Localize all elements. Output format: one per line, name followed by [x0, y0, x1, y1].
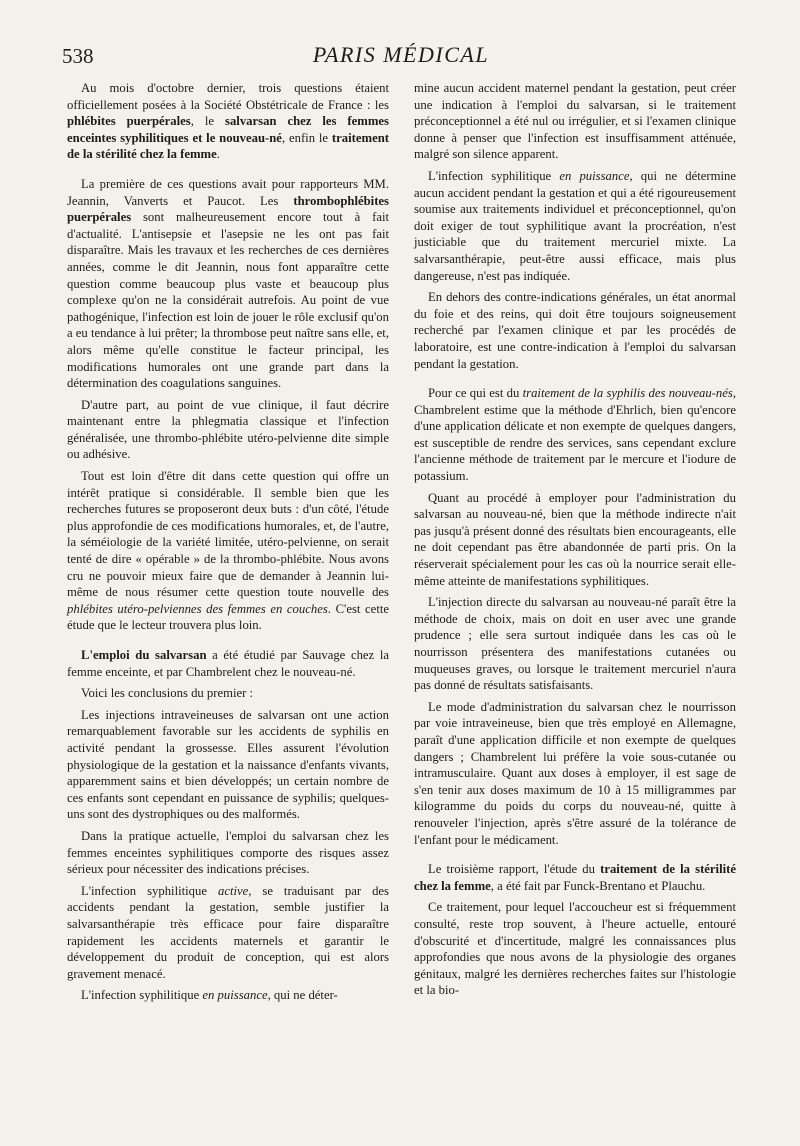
paragraph: L'infection syphilitique active, se traduisant par des accidents pendant la gestation, semble justifier la salvarsanthérapie très efficace pour faire disparaître rapidement les accidents maternels et garantir le développement du produit de conception, qui est alors gravement menacé.	[67, 883, 389, 981]
paragraph: L'injection directe du salvarsan au nouveau-né paraît être la méthode de choix, mais on doit en user avec une grande prudence ; elle sera surtout indiquée dans les cas où le nourrisson présentera des manifestations cutanées ou muqueuses graves, ou lorsque le traitement mercuriel n'aura pas donné de résultats satisfaisants.	[414, 595, 736, 693]
paragraph: Ce traitement, pour lequel l'accoucheur est si fréquemment consulté, reste trop souvent, à l'heure actuelle, entouré d'obscurité et d'incertitude, malgré les connaissances plus approfondies que nous avons de la physiologie des organes génitaux, malgré les dernières recherches faites sur l'histologie et la bio-	[414, 900, 736, 998]
paragraph: L'emploi du salvarsan a été étudié par Sauvage chez la femme enceinte, et par Chambrelent chez le nouveau-né.	[67, 648, 389, 679]
right-column	[414, 80, 736, 1004]
page-number: 538	[62, 44, 94, 68]
paragraph: L'infection syphilitique en puissance, qui ne détermine aucun accident pendant la gestation et qui a été rigoureusement soumise aux traitements individuel et préconceptionnel, qu'on doit exiger de tout syphilitique avant la procréation, n'est justiciable que du traitement mercuriel mixte. La salvarsanthérapie, peut-être aussi efficace, mais plus dangereuse, n'est pas indiquée.	[414, 168, 736, 283]
paragraph: Le troisième rapport, l'étude du traitement de la stérilité chez la femme, a été fait par Funck-Brentano et Plauchu.	[414, 862, 736, 893]
paragraph: D'autre part, au point de vue clinique, il faut décrire maintenant entre la phlegmatia classique et l'infection généralisée, une thrombo-phlébite utéro-pelvienne dite simple ou adhésive.	[67, 397, 389, 462]
paragraph: Voici les conclusions du premier :	[81, 686, 254, 701]
paragraph: L'infection syphilitique en puissance, qui ne déter-	[81, 988, 338, 1003]
paragraph: La première de ces questions avait pour rapporteurs MM. Jeannin, Vanverts et Paucot. Les thrombophlébites puerpérales sont malheureusement encore tout à fait d'actualité. L'antisepsie et l'asepsie ne les ont pas fait disparaître. Mais les travaux et les recherches de ces dernières années, comme le dit Jeannin, nous font apparaître cette question comme beaucoup plus vaste et beaucoup plus complexe qu'on ne la considérait autrefois. Au point de vue pathogénique, l'infection est loin de jouer le rôle exclusif qu'on a eu tendance à lui prêter; la thrombose peut naître sans elle, et, alors même qu'elle constitue le facteur principal, les modifications humorales ont une grande part dans la détermination des coagulations sanguines.	[67, 176, 389, 391]
paragraph: Le mode d'administration du salvarsan chez le nourrisson par voie intraveineuse, bien que très employé en Allemagne, paraît d'une application difficile et non exempte de quelques dangers ; Chambrelent lui préfère la voie sous-cutanée ou intramusculaire. Quant aux doses à employer, il est sage de s'en tenir aux doses maximum de 10 à 15 milligrammes par kilogramme du poids du corps du nouveau-né, quitte à renouveler l'injection, après s'être assuré de la tolérance de l'enfant pour le médicament.	[414, 699, 736, 847]
paragraph: Au mois d'octobre dernier, trois questions étaient officiellement posées à la Société Obstétricale de France : les phlébites puerpérales, le salvarsan chez les femmes enceintes syphilitiques et le nouveau-né, enfin le traitement de la stérilité chez la femme.	[67, 81, 389, 162]
paragraph: mine aucun accident maternel pendant la gestation, peut créer une indication à l'emploi du salvarsan, si le traitement préconceptionnel a été nul ou irrégulier, et si l'examen clinique donne à penser que l'infection est insuffisamment atténuée, malgré son silence apparent.	[414, 81, 736, 162]
paragraph: Les injections intraveineuses de salvarsan ont une action remarquablement favorable sur les accidents de syphilis en activité pendant la grossesse. Elles assurent l'évolution physiologique de la gestation et la naissance d'enfants vivants, apparemment sains et bien développés; un certain nombre de ces enfants sont cependant en puissance de syphilis; quelques-uns sont des dystrophiques ou des malformés.	[67, 707, 389, 822]
left-column	[67, 80, 389, 1009]
running-title: PARIS MÉDICAL	[312, 42, 490, 67]
paragraph: Pour ce qui est du traitement de la syphilis des nouveau-nés, Chambrelent estime que la méthode d'Ehrlich, bien qu'encore d'une application délicate et non exempte de quelques dangers, est susceptible de rendre des services, sans cependant exclure l'ancienne méthode de traitement par le mercure et l'iodure de potassium.	[414, 386, 736, 484]
paragraph: En dehors des contre-indications générales, un état anormal du foie et des reins, qui doit être toujours soigneusement recherché par l'examen clinique et par les procédés de laboratoire, est une contre-indication à l'emploi du salvarsan pendant la gestation.	[414, 290, 736, 371]
paragraph: Quant au procédé à employer pour l'administration du salvarsan au nouveau-né, bien que la méthode indirecte n'ait pas jusqu'à présent donné des résultats bien encourageants, elle ne doit cependant pas être abandonnée de parti pris. On la réserverait spécialement pour les cas où la nourrice serait elle-même atteinte de manifestations syphilitiques.	[414, 490, 736, 588]
page-header	[62, 42, 740, 72]
paragraph: Dans la pratique actuelle, l'emploi du salvarsan chez les femmes enceintes syphilitiques comporte des risques assez sérieux pour nécessiter des indications précises.	[67, 828, 389, 877]
paragraph: Tout est loin d'être dit dans cette question qui offre un intérêt pratique si considérable. Il semble bien que les recherches futures se proposeront deux buts : d'un côté, l'étude plus approfondie de ces modifications humorales, et, de l'autre, la séméiologie de la variété limitée, utéro-pelvienne, on serait tenté de dire « opérable » de la thrombo-phlébite. Nous avons cru ne pouvoir mieux faire que de demander à Jeannin lui-même de nous résumer cette question toute nouvelle des phlébites utéro-pelviennes des femmes en couches. C'est cette étude que le lecteur trouvera plus loin.	[67, 469, 389, 633]
